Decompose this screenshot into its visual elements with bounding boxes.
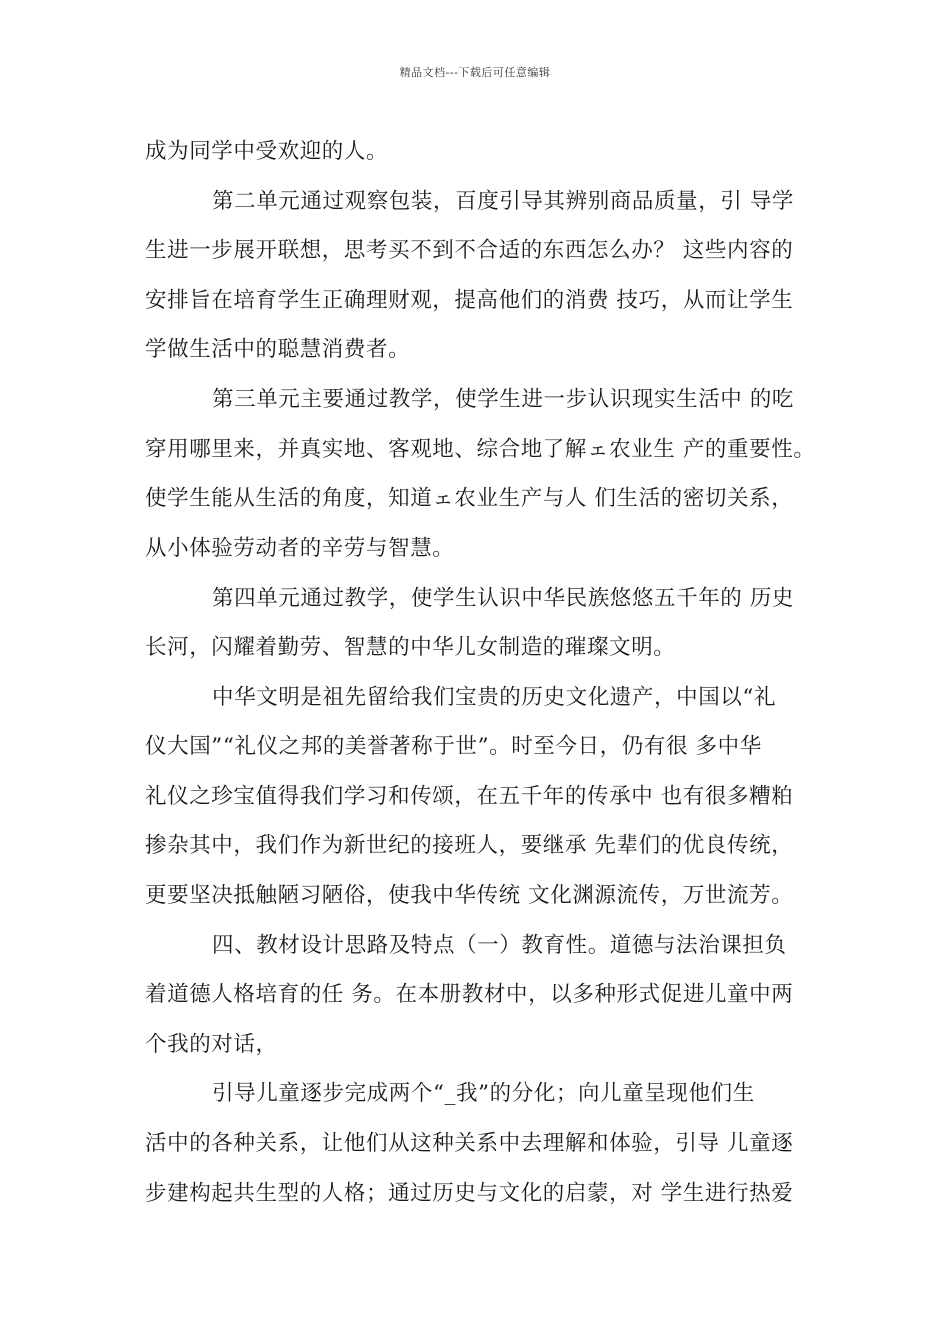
text-line: 个我的对话， bbox=[145, 1032, 278, 1057]
text-line: 掺杂其中，我们作为新世纪的接班人，要继承 先辈们的优良传统， bbox=[145, 833, 794, 858]
text-line: 活中的各种关系，让他们从这种关系中去理解和体验，引导 儿童逐 bbox=[145, 1131, 794, 1156]
text-line: 成为同学中受欢迎的人。 bbox=[145, 139, 389, 164]
paragraph-start-line: 第三单元主要通过教学，使学生进一步认识现实生活中 的吃 bbox=[212, 387, 795, 412]
paragraph-start-line: 中华文明是祖先留给我们宝贵的历史文化遗产，中国以“礼 bbox=[212, 685, 777, 710]
text-line: 长河，闪耀着勤劳、智慧的中华儿女制造的璀璨文明。 bbox=[145, 635, 676, 660]
paragraph-start-line: 引导儿童逐步完成两个“_我”的分化；向儿童呈现他们生 bbox=[212, 1081, 755, 1106]
text-line: 安排旨在培育学生正确理财观，提高他们的消费 技巧，从而让学生 bbox=[145, 288, 794, 313]
page-header: 精品文档---下载后可任意编辑 bbox=[399, 66, 551, 79]
text-line: 礼仪之珍宝值得我们学习和传颂，在五千年的传承中 也有很多糟粕 bbox=[145, 784, 794, 809]
text-line: 学做生活中的聪慧消费者。 bbox=[145, 337, 411, 362]
paragraph-start-line: 四、教材设计思路及特点（一）教育性。道德与法治课担负 bbox=[212, 933, 787, 958]
text-line: 步建构起共生型的人格；通过历史与文化的启蒙，对 学生进行热爱 bbox=[145, 1181, 794, 1206]
paragraph-start-line: 第二单元通过观察包装，百度引导其辨别商品质量，引 导学 bbox=[212, 189, 795, 214]
text-line: 生进一步展开联想，思考买不到不合适的东西怎么办？ 这些内容的 bbox=[145, 238, 794, 263]
text-line: 仪大国”“礼仪之邦的美誉著称于世”。时至今日，仍有很 多中华 bbox=[145, 734, 762, 759]
text-line: 更要坚决抵触陋习陋俗，使我中华传统 文化渊源流传，万世流芳。 bbox=[145, 883, 794, 908]
text-line: 着道德人格培育的任 务。在本册教材中，以多种形式促进儿童中两 bbox=[145, 982, 794, 1007]
text-line: 从小体验劳动者的辛劳与智慧。 bbox=[145, 536, 455, 561]
paragraph-start-line: 第四单元通过教学，使学生认识中华民族悠悠五千年的 历史 bbox=[212, 586, 795, 611]
text-line: 使学生能从生活的角度，知道ェ农业生产与人 们生活的密切关系， bbox=[145, 486, 794, 511]
text-line: 穿用哪里来，并真实地、客观地、综合地了解ェ农业生 产的重要性。 bbox=[145, 437, 816, 462]
